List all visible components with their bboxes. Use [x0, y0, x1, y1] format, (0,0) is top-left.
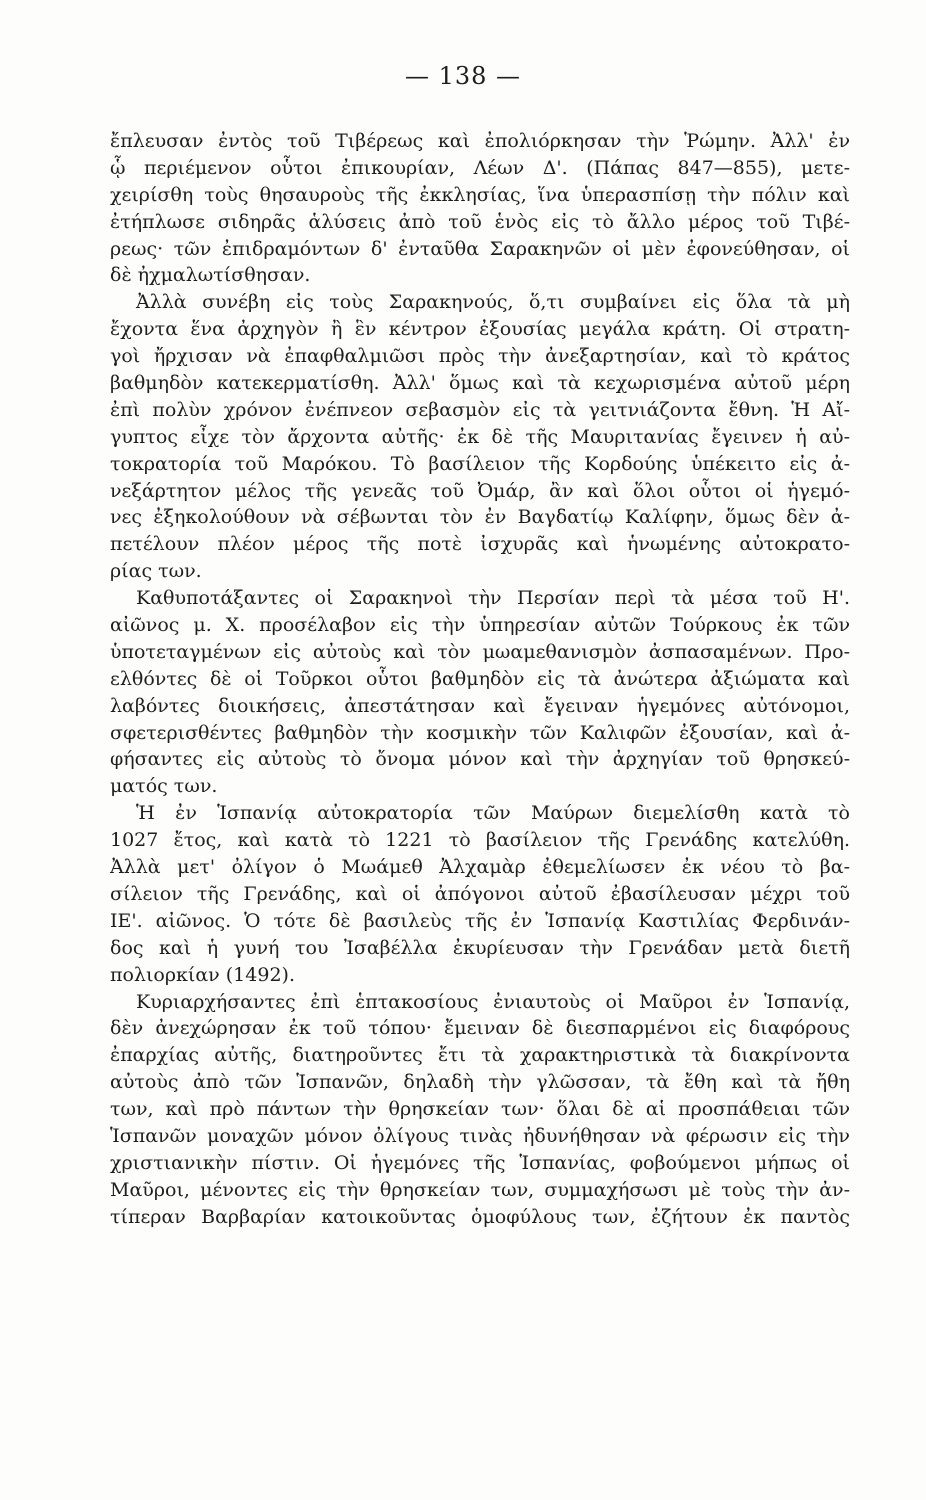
text-line: αὐτοὺς ἀπὸ τῶν Ἱσπανῶν, δηλαδὴ τὴν γλῶσσαν, τὰ ἔθη καὶ τὰ ἤθη	[110, 1071, 850, 1094]
text-line: γοὶ ἤρχισαν νὰ ἐπαφθαλμιῶσι πρὸς τὴν ἀνεξαρτησίαν, καὶ τὸ κράτος	[110, 345, 850, 368]
text-line: δὲ ἠχμαλωτίσθησαν.	[110, 264, 311, 287]
text-line: ᾧ περιέμενον οὗτοι ἐπικουρίαν, Λέων Δ'. (Πάπας 847—855), μετε-	[110, 156, 850, 179]
text-line: νεξάρτητον μέλος τῆς γενεᾶς τοῦ Ὀμάρ, ἂν καὶ ὅλοι οὗτοι οἱ ἡγεμό-	[110, 479, 850, 502]
text-line: Ἀλλὰ συνέβη εἰς τοὺς Σαρακηνούς, ὅ,τι συμβαίνει εἰς ὅλα τὰ μὴ	[136, 291, 850, 314]
text-line: Ἡ ἐν Ἱσπανίᾳ αὐτοκρατορία τῶν Μαύρων διεμελίσθη κατὰ τὸ	[136, 802, 850, 825]
text-line: σφετερισθέντες βαθμηδὸν τὴν κοσμικὴν τῶν Καλιφῶν ἐξουσίαν, καὶ ἀ-	[110, 721, 850, 744]
text-line: ἐπὶ πολὺν χρόνον ἐνέπνεον σεβασμὸν εἰς τὰ γειτνιάζοντα ἔθνη. Ἡ Αἴ-	[110, 398, 850, 421]
text-line: Ἱσπανῶν μοναχῶν μόνον ὀλίγους τινὰς ἠδυνήθησαν νὰ φέρωσιν εἰς τὴν	[110, 1124, 850, 1147]
text-line: γυπτος εἶχε τὸν ἄρχοντα αὐτῆς· ἐκ δὲ τῆς Μαυριτανίας ἔγεινεν ἡ αὐ-	[110, 425, 850, 448]
text-line: χριστιανικὴν πίστιν. Οἱ ἡγεμόνες τῆς Ἱσπανίας, φοβούμενοι μήπως οἱ	[110, 1151, 850, 1174]
text-line: ἔπλευσαν ἐντὸς τοῦ Τιβέρεως καὶ ἐπολιόρκησαν τὴν Ῥώμην. Ἀλλ' ἐν	[110, 130, 850, 152]
page-number: — 138 —	[404, 62, 522, 90]
text-line: Κυριαρχήσαντες ἐπὶ ἑπτακοσίους ἐνιαυτοὺς οἱ Μαῦροι ἐν Ἱσπανίᾳ,	[136, 990, 850, 1013]
text-line: χειρίσθη τοὺς θησαυροὺς τῆς ἐκκλησίας, ἵνα ὑπερασπίσῃ τὴν πόλιν καὶ	[110, 183, 850, 206]
text-line: λαβόντες διοικήσεις, ἀπεστάτησαν καὶ ἔγειναν ἡγεμόνες αὐτόνομοι,	[110, 694, 850, 717]
text-line: αἰῶνος μ. Χ. προσέλαβον εἰς τὴν ὑπηρεσίαν αὐτῶν Τούρκους ἐκ τῶν	[110, 614, 850, 637]
text-line: ἐπαρχίας αὐτῆς, διατηροῦντες ἔτι τὰ χαρακτηριστικὰ τὰ διακρίνοντα	[110, 1044, 850, 1067]
text-line: των, καὶ πρὸ πάντων τὴν θρησκείαν των· ὅλαι δὲ αἱ προσπάθειαι τῶν	[110, 1098, 850, 1121]
text-line: ρεως· τῶν ἐπιδραμόντων δ' ἐνταῦθα Σαρακηνῶν οἱ μὲν ἐφονεύθησαν, οἱ	[110, 237, 850, 260]
text-line: ὑποτεταγμένων εἰς αὐτοὺς καὶ τὸν μωαμεθανισμὸν ἀσπασαμένων. Προ-	[110, 640, 850, 663]
text-line: ΙΕ'. αἰῶνος. Ὁ τότε δὲ βασιλεὺς τῆς ἐν Ἱσπανίᾳ Καστιλίας Φερδινάν-	[110, 909, 850, 932]
text-line: τοκρατορία τοῦ Μαρόκου. Τὸ βασίλειον τῆς Κορδούης ὑπέκειτο εἰς ἀ-	[110, 452, 850, 475]
text-line: ἐτήπλωσε σιδηρᾶς ἁλύσεις ἀπὸ τοῦ ἑνὸς εἰς τὸ ἄλλο μέρος τοῦ Τιβέ-	[110, 210, 850, 233]
text-line: νες ἐξηκολούθουν νὰ σέβωνται τὸν ἐν Βαγδατίῳ Καλίφην, ὅμως δὲν ἀ-	[110, 506, 850, 529]
text-line: τίπεραν Βαρβαρίαν κατοικοῦντας ὁμοφύλους των, ἐζήτουν ἐκ παντὸς	[110, 1205, 850, 1228]
text-line: βαθμηδὸν κατεκερματίσθη. Ἀλλ' ὅμως καὶ τὰ κεχωρισμένα αὐτοῦ μέρη	[110, 372, 850, 395]
text-line: Μαῦροι, μένοντες εἰς τὴν θρησκείαν των, συμμαχήσωσι μὲ τοὺς τὴν ἀν-	[110, 1178, 850, 1201]
text-line: πετέλουν πλέον μέρος τῆς ποτὲ ἰσχυρᾶς καὶ ἡνωμένης αὐτοκρατο-	[110, 533, 850, 556]
text-line: δος καὶ ἡ γυνή του Ἰσαβέλλα ἐκυρίευσαν τὴν Γρενάδαν μετὰ διετῆ	[110, 936, 850, 959]
text-line: Ἀλλὰ μετ' ὀλίγον ὁ Μωάμεθ Ἀλχαμὰρ ἐθεμελίωσεν ἐκ νέου τὸ βα-	[110, 856, 850, 879]
text-line: 1027 ἔτος, καὶ κατὰ τὸ 1221 τὸ βασίλειον τῆς Γρενάδης κατελύθη.	[110, 829, 850, 852]
text-line: Καθυποτάξαντες οἱ Σαρακηνοὶ τὴν Περσίαν περὶ τὰ μέσα τοῦ Η'.	[136, 587, 850, 610]
body-text	[110, 128, 850, 1231]
text-line: πολιορκίαν (1492).	[110, 963, 295, 986]
text-line: ρίας των.	[110, 560, 202, 583]
text-line: φήσαντες εἰς αὐτοὺς τὸ ὄνομα μόνον καὶ τὴν ἀρχηγίαν τοῦ θρησκεύ-	[110, 748, 850, 771]
text-line: ματός των.	[110, 775, 218, 798]
text-line: δὲν ἀνεχώρησαν ἐκ τοῦ τόπου· ἔμειναν δὲ διεσπαρμένοι εἰς διαφόρους	[110, 1017, 850, 1040]
text-line: ἔχοντα ἕνα ἀρχηγὸν ἢ ἓν κέντρον ἐξουσίας μεγάλα κράτη. Οἱ στρατη-	[110, 318, 850, 341]
text-line: σίλειον τῆς Γρενάδης, καὶ οἱ ἀπόγονοι αὐτοῦ ἐβασίλευσαν μέχρι τοῦ	[110, 882, 850, 905]
text-line: ελθόντες δὲ οἱ Τοῦρκοι οὗτοι βαθμηδὸν εἰς τὰ ἀνώτερα ἀξιώματα καὶ	[110, 667, 850, 690]
